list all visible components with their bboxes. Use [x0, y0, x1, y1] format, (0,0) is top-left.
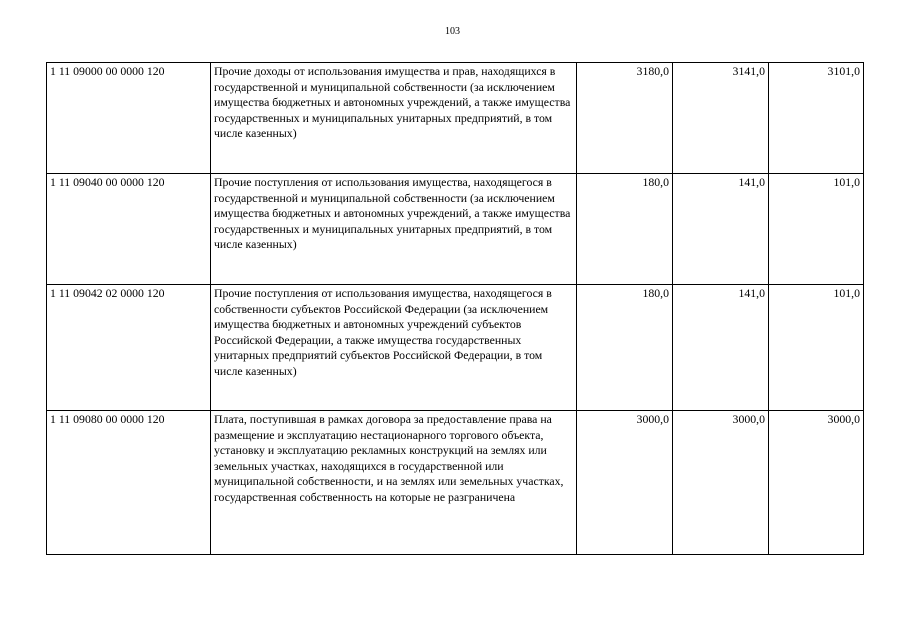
budget-code-cell: 1 11 09080 00 0000 120	[47, 411, 211, 555]
amount-cell-year-3: 101,0	[769, 174, 864, 285]
revenue-name-cell: Плата, поступившая в рамках договора за предоставление права на размещение и эксплуатацию нестационарного торгового объекта, установку и эксплуатацию рекламных конструкций на землях или земельных участках, находящихся в государственной или муниципальной собственности, и на землях или земельных участках, государственная собственность на которые не разграничена	[211, 411, 577, 555]
amount-cell-year-3: 101,0	[769, 285, 864, 411]
amount-cell-year-1: 3180,0	[577, 63, 673, 174]
amount-cell-year-1: 180,0	[577, 174, 673, 285]
amount-cell-year-2: 141,0	[673, 174, 769, 285]
budget-code-cell: 1 11 09040 00 0000 120	[47, 174, 211, 285]
table-row	[47, 285, 864, 411]
amount-cell-year-2: 141,0	[673, 285, 769, 411]
amount-cell-year-1: 3000,0	[577, 411, 673, 555]
revenue-name-cell: Прочие поступления от использования имущества, находящегося в государственной и муниципальной собственности (за исключением имущества бюджетных и автономных учреждений, а также имущества государственных и муниципальных унитарных предприятий, в том числе казенных)	[211, 174, 577, 285]
amount-cell-year-3: 3101,0	[769, 63, 864, 174]
table-row	[47, 411, 864, 555]
amount-cell-year-3: 3000,0	[769, 411, 864, 555]
budget-revenue-table	[46, 62, 864, 555]
page-number: 103	[445, 26, 460, 37]
amount-cell-year-2: 3141,0	[673, 63, 769, 174]
revenue-name-cell: Прочие поступления от использования имущества, находящегося в собственности субъектов Российской Федерации (за исключением имущества бюджетных и автономных учреждений субъектов Российской Федерации, а также имущества государственных унитарных предприятий субъектов Российской Федерации, в том числе казенных)	[211, 285, 577, 411]
revenue-name-cell: Прочие доходы от использования имущества и прав, находящихся в государственной и муниципальной собственности (за исключением имущества бюджетных и автономных учреждений, а также имущества государственных и муниципальных унитарных предприятий, в том числе казенных)	[211, 63, 577, 174]
amount-cell-year-1: 180,0	[577, 285, 673, 411]
table-row	[47, 174, 864, 285]
amount-cell-year-2: 3000,0	[673, 411, 769, 555]
table-row	[47, 63, 864, 174]
budget-code-cell: 1 11 09000 00 0000 120	[47, 63, 211, 174]
budget-code-cell: 1 11 09042 02 0000 120	[47, 285, 211, 411]
